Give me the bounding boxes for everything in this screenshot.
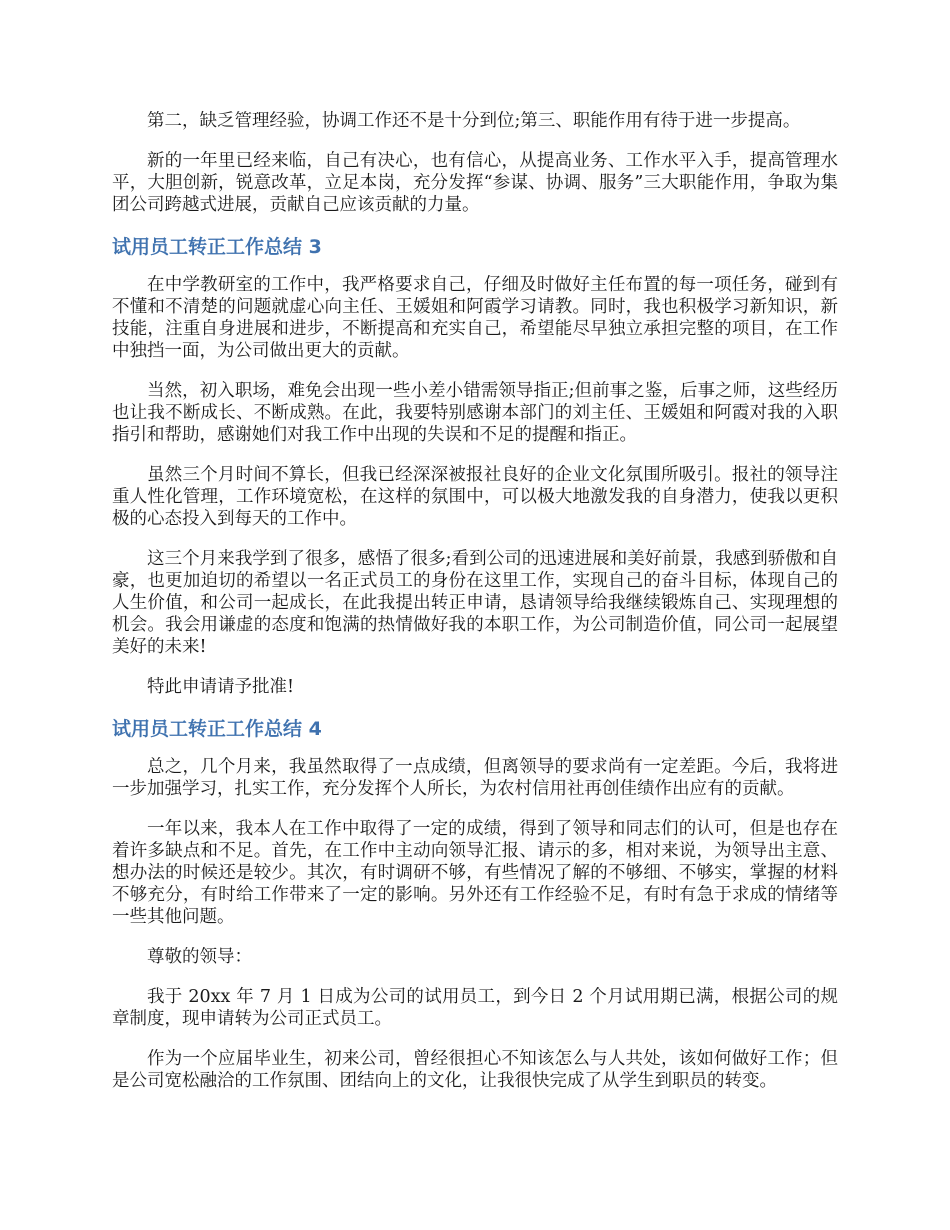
paragraph: 第二，缺乏管理经验，协调工作还不是十分到位;第三、职能作用有待于进一步提高。	[147, 111, 801, 131]
paragraph: 一年以来，我本人在工作中取得了一定的成绩，得到了领导和同志们的认可，但是也存在着许多缺点和不足。首先，在工作中主动向领导汇报、请示的多，相对来说，为领导出主意、想办法的时候还是较少。其次，有时调研不够，有些情况了解的不够细、不够实，掌握的材料不够充分，有时给工作带来了一定的影响。另外还有工作经验不足，有时有急于求成的情绪等一些其他问题。	[112, 819, 838, 927]
paragraph: 在中学教研室的工作中，我严格要求自己，仔细及时做好主任布置的每一项任务，碰到有不懂和不清楚的问题就虚心向主任、王媛姐和阿霞学习请教。同时，我也积极学习新知识，新技能，注重自身进展和进步，不断提高和充实自己，希望能尽早独立承担完整的项目，在工作中独挡一面，为公司做出更大的贡献。	[112, 275, 838, 361]
paragraph: 这三个月来我学到了很多，感悟了很多;看到公司的迅速进展和美好前景，我感到骄傲和自豪，也更加迫切的希望以一名正式员工的身份在这里工作，实现自己的奋斗目标，体现自己的人生价值，和公司一起成长，在此我提出转正申请，恳请领导给我继续锻炼自己、实现理想的机会。我会用谦虚的态度和饱满的热情做好我的本职工作，为公司制造价值，同公司一起展望美好的未来!	[112, 549, 838, 657]
section-heading: 试用员工转正工作总结 3	[112, 236, 322, 258]
paragraph: 作为一个应届毕业生，初来公司，曾经很担心不知该怎么与人共处，该如何做好工作；但是公司宽松融洽的工作氛围、团结向上的文化，让我很快完成了从学生到职员的转变。	[112, 1049, 838, 1091]
paragraph: 新的一年里已经来临，自己有决心，也有信心，从提高业务、工作水平入手，提高管理水平，大胆创新，锐意改革，立足本岗，充分发挥“参谋、协调、服务”三大职能作用，争取为集团公司跨越式进展，贡献自己应该贡献的力量。	[112, 151, 838, 215]
salutation: 尊敬的领导：	[147, 947, 252, 967]
paragraph: 总之，几个月来，我虽然取得了一点成绩，但离领导的要求尚有一定差距。今后，我将进一步加强学习，扎实工作，充分发挥个人所长，为农村信用社再创佳绩作出应有的贡献。	[112, 757, 838, 799]
paragraph: 特此申请请予批准!	[147, 677, 295, 697]
paragraph: 当然，初入职场，难免会出现一些小差小错需领导指正;但前事之鉴，后事之师，这些经历也让我不断成长、不断成熟。在此，我要特别感谢本部门的刘主任、王媛姐和阿霞对我的入职指引和帮助，感谢她们对我工作中出现的失误和不足的提醒和指正。	[112, 381, 838, 445]
paragraph: 我于 20xx 年 7 月 1 日成为公司的试用员工，到今日 2 个月试用期已满，根据公司的规章制度，现申请转为公司正式员工。	[112, 987, 838, 1029]
paragraph: 虽然三个月时间不算长，但我已经深深被报社良好的企业文化氛围所吸引。报社的领导注重人性化管理，工作环境宽松，在这样的氛围中，可以极大地激发我的自身潜力，使我以更积极的心态投入到每天的工作中。	[112, 465, 838, 529]
section-heading: 试用员工转正工作总结 4	[112, 718, 322, 740]
